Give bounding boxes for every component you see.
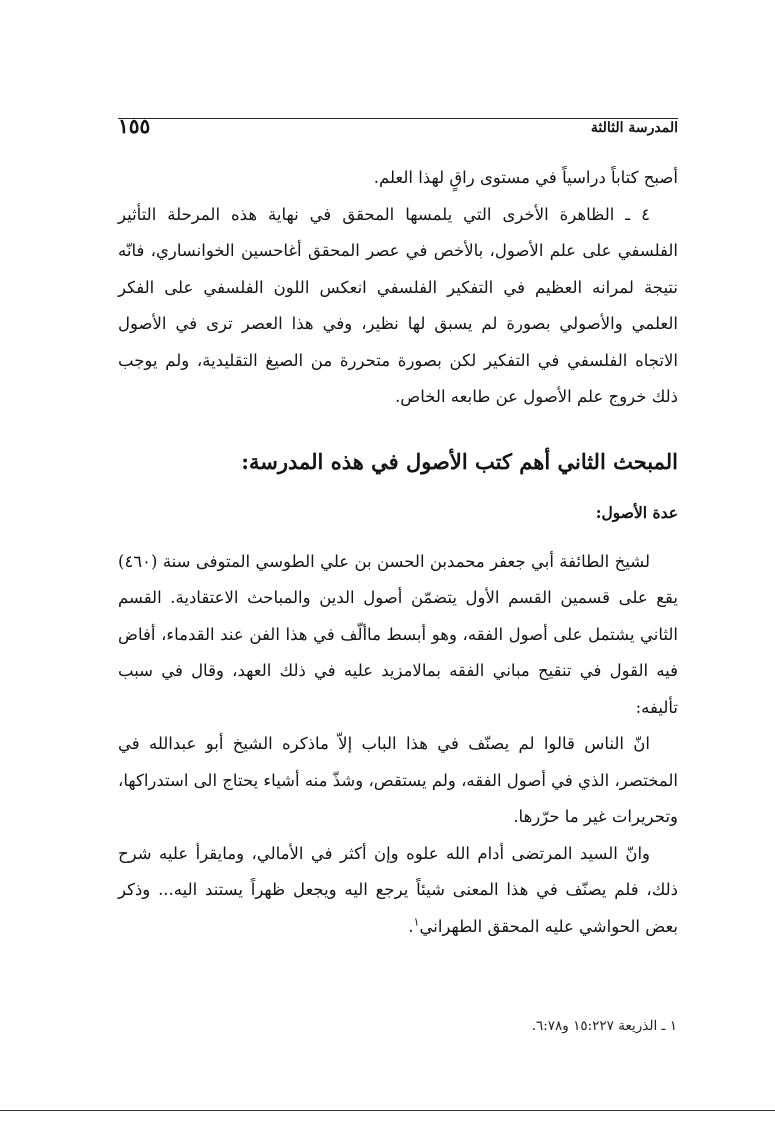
page-bottom-rule [0, 1110, 775, 1111]
section-heading: المبحث الثاني أهم كتب الأصول في هذه المدرسة: [241, 448, 678, 474]
sub-heading: عدة الأصول: [595, 502, 678, 522]
paragraph-point-4: ٤ ـ الظاهرة الأخرى التي يلمسها المحقق في نهاية هذه المرحلة التأثير الفلسفي على علم الأصول، بالأخص في عصر المحقق أغاحسين الخوانساري، فانّه نتيجة لمرانه العظيم في التفكير الفلسفي انعكس اللون الفلسفي على الفكر العلمي والأصولي بصورة لم يسبق لها نظير، وفي هذا العصر ترى في الأصول الاتجاه الفلسفي في التفكير لكن بصورة متحررة من الصيغ التقليدية، ولم يوجب ذلك خروج علم الأصول عن طابعه الخاص. [118, 204, 678, 406]
footnote: ١ ـ الذريعة ١٥:٢٢٧ و٦:٧٨. [531, 1018, 677, 1034]
paragraph-intro: أصبح كتاباً دراسياً في مستوى راقٍ لهذا العلم. [373, 168, 678, 187]
header-rule [118, 118, 678, 119]
page-number: ١٥٥ [118, 114, 151, 138]
running-head [118, 106, 678, 144]
paragraph-book-description: لشيخ الطائفة أبي جعفر محمدبن الحسن بن علي الطوسي المتوفى سنة (٤٦٠) يقع على قسمين القسم الأول يتضمّن أصول الدين والمباحث الاعتقادية. القسم الثاني يشتمل على أصول الفقه، وهو أبسط ماألّف في هذا الفن عند القدماء، أفاض فيه القول في تنقيح مباني الفقه بمالامزيد عليه في ذلك العهد، وقال في سبب تأليفه: [118, 551, 678, 717]
quote-paragraph-1: انّ الناس قالوا لم يصنّف في هذا الباب إلاّ ماذكره الشيخ أبو عبدالله في المختصر، الذي في أصول الفقه، ولم يستقص، وشذّ منه أشياء يحتاج الى استدراكها، وتحريرات غير ما حرّرها. [118, 734, 678, 826]
quote-2-text: وانّ السيد المرتضى أدام الله علوه وإن أكثر في الأمالي، ومايقرأ عليه شرح ذلك، فلم يصنّف في هذا المعنى شيئاً يرجع اليه ويجعل ظهراً يستند اليه... وذكر بعض الحواشي عليه المحقق الطهراني [118, 843, 678, 936]
chapter-title: المدرسة الثالثة [590, 120, 678, 136]
quote-paragraph-2 [118, 836, 678, 946]
quote-2-end: . [408, 916, 414, 936]
book-page [118, 106, 678, 945]
body-text [118, 160, 678, 945]
footnote-reference: ١ [413, 915, 420, 928]
